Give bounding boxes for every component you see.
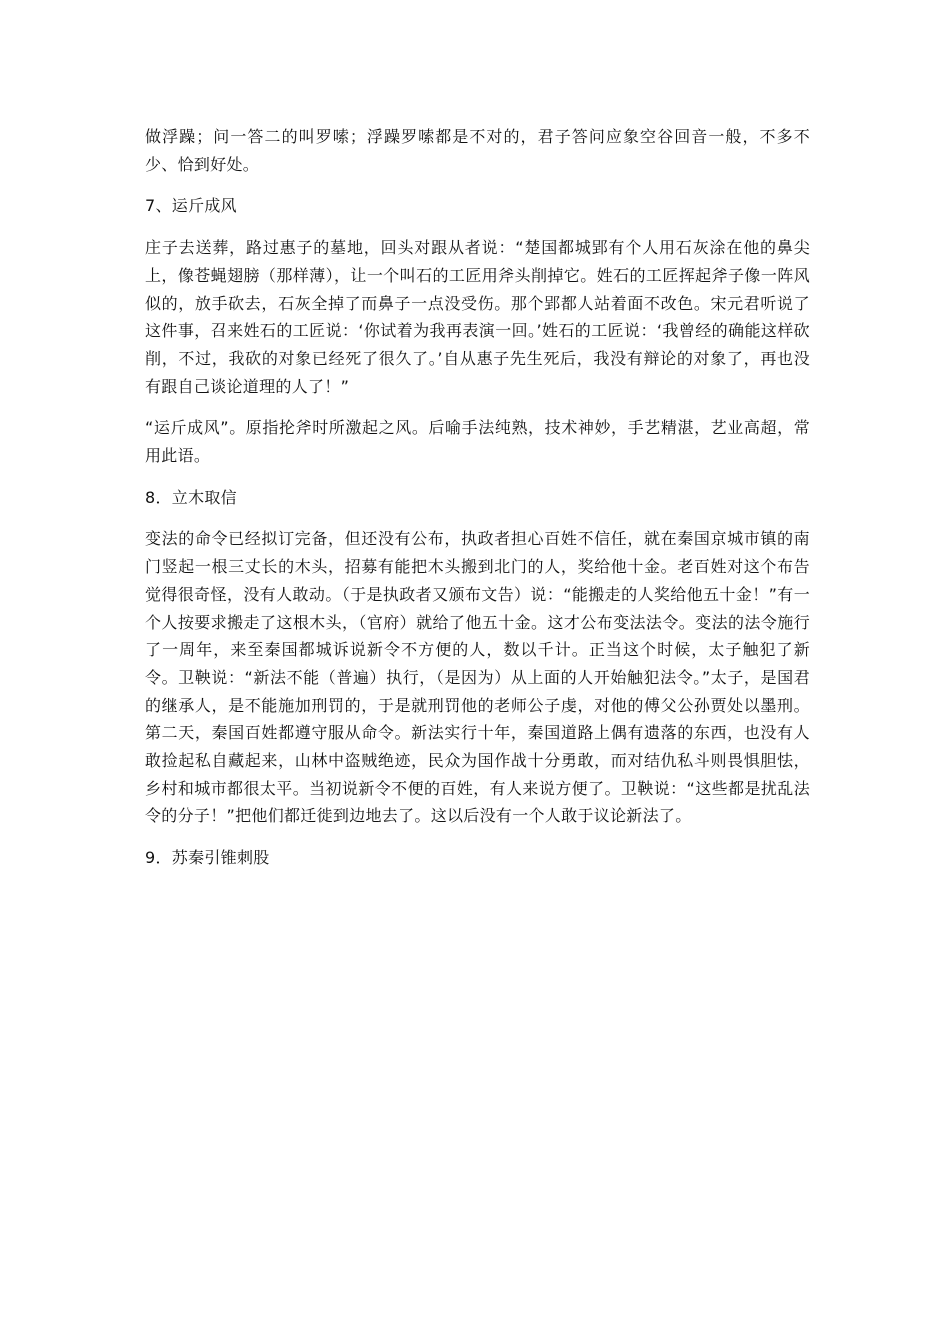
document-page: [145, 123, 810, 872]
section-heading-8: 8．立木取信: [145, 487, 237, 507]
section-heading-9: 9．苏秦引锥刺股: [145, 848, 270, 868]
section-heading-7: 7、运斤成风: [145, 196, 237, 216]
paragraph-idiom-7-meaning: “运斤成风”。原指抡斧时所激起之风。后喻手法纯熟，技术神妙，手艺精湛，艺业高超，常用此语。: [145, 418, 810, 466]
paragraph-intro-continuation: 做浮躁；问一答二的叫罗嗦；浮躁罗嗦都是不对的，君子答问应象空谷回音一般，不多不少、恰到好处。: [145, 127, 810, 174]
paragraph-story-8: 变法的命令已经拟订完备，但还没有公布，执政者担心百姓不信任，就在秦国京城市镇的南门竖起一根三丈长的木头，招募有能把木头搬到北门的人，奖给他十金。老百姓对这个布告觉得很奇怪，没有人敢动。（于是执政者又颁布文告）说：“能搬走的人奖给他五十金！”有一个人按要求搬走了这根木头，（官府）就给了他五十金。这才公布变法法令。变法的法令施行了一周年，来至秦国都城诉说新令不方便的人，数以千计。正当这个时候，太子触犯了新令。卫鞅说：“新法不能（普遍）执行，（是因为）从上面的人开始触犯法令。”太子，是国君的继承人，是不能施加刑罚的，于是就刑罚他的老师公子虔，对他的傅父公孙贾处以墨刑。第二天，秦国百姓都遵守服从命令。新法实行十年，秦国道路上偶有遗落的东西，也没有人敢捡起私自藏起来，山林中盗贼绝迹，民众为国作战十分勇敢，而对结仇私斗则畏惧胆怯，乡村和城市都很太平。当初说新令不便的百姓，有人来说方便了。卫鞅说：“这些都是扰乱法令的分子！”把他们都迁徙到边地去了。这以后没有一个人敢于议论新法了。: [145, 529, 810, 826]
paragraph-story-7: 庄子去送葬，路过惠子的墓地，回头对跟从者说：“楚国都城郢有个人用石灰涂在他的鼻尖上，像苍蝇翅膀（那样薄），让一个叫石的工匠用斧头削掉它。姓石的工匠挥起斧子像一阵风似的，放手砍去，石灰全掉了而鼻子一点没受伤。那个郢都人站着面不改色。宋元君听说了这件事，召来姓石的工匠说：‘你试着为我再表演一回。’姓石的工匠说：‘我曾经的确能这样砍削，不过，我砍的对象已经死了很久了。’自从惠子先生死后，我没有辩论的对象了，再也没有跟自己谈论道理的人了！”: [145, 238, 810, 396]
